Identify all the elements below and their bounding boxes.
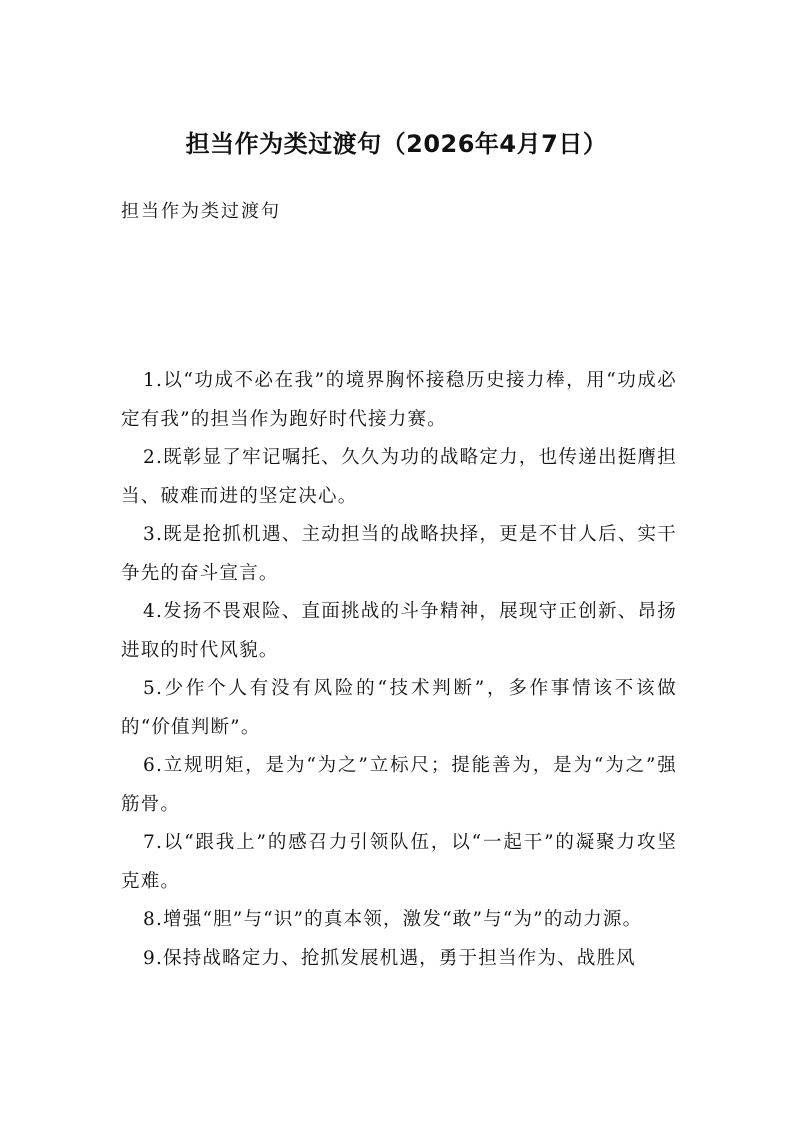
document-subtitle: 担当作为类过渡句: [121, 201, 281, 222]
paragraph: 4.发扬不畏艰险、直面挑战的斗争精神，展现守正创新、昂扬进取的时代风貌。: [121, 601, 677, 661]
paragraph: 3.既是抢抓机遇、主动担当的战略抉择，更是不甘人后、实干争先的奋斗宣言。: [121, 524, 677, 584]
paragraph: 9.保持战略定力、抢抓发展机遇，勇于担当作为、战胜风: [143, 947, 636, 969]
paragraph: 5.少作个人有没有风险的“技术判断”，多作事情该不该做的“价值判断”。: [121, 678, 677, 738]
paragraph: 1.以“功成不必在我”的境界胸怀接稳历史接力棒，用“功成必定有我”的担当作为跑好时代接力赛。: [121, 370, 677, 430]
document-body: [121, 362, 677, 978]
paragraph: 2.既彰显了牢记嘱托、久久为功的战略定力，也传递出挺膺担当、破难而进的坚定决心。: [121, 447, 677, 507]
paragraph: 8.增强“胆”与“识”的真本领，激发“敢”与“为”的动力源。: [143, 909, 643, 930]
paragraph: 6.立规明矩，是为“为之”立标尺；提能善为，是为“为之”强筋骨。: [121, 755, 677, 815]
document-title: 担当作为类过渡句（2026年4月7日）: [185, 130, 608, 158]
paragraph: 7.以“跟我上”的感召力引领队伍，以“一起干”的凝聚力攻坚克难。: [121, 832, 677, 892]
